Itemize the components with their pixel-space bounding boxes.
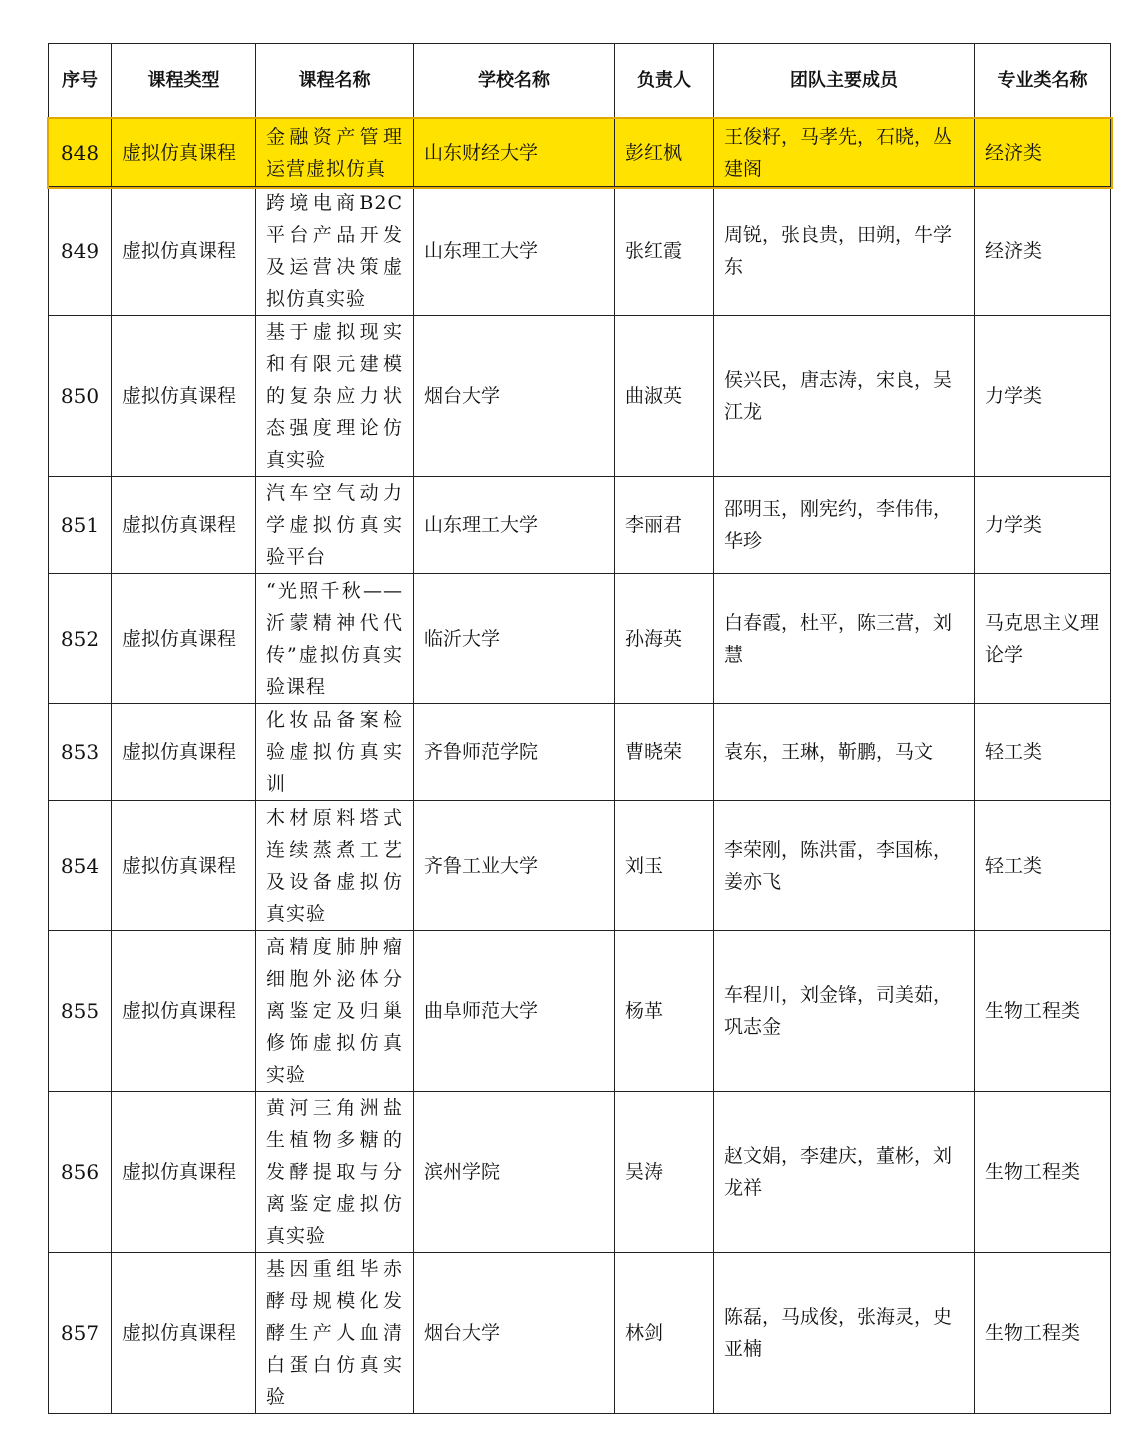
table-row (49, 704, 1111, 801)
category-name: 轻工类 (975, 704, 1111, 801)
school-name: 齐鲁师范学院 (414, 704, 615, 801)
school-name: 滨州学院 (414, 1092, 615, 1253)
leader-name: 曹晓荣 (615, 704, 714, 801)
table-row (49, 574, 1111, 704)
team-members: 白春霞，杜平，陈三营，刘慧 (714, 574, 975, 704)
course-type: 虚拟仿真课程 (112, 931, 256, 1092)
course-type: 虚拟仿真课程 (112, 1092, 256, 1253)
row-number: 855 (49, 931, 112, 1092)
team-members: 车程川，刘金锋，司美茹，巩志金 (714, 931, 975, 1092)
leader-name: 孙海英 (615, 574, 714, 704)
school-name: 烟台大学 (414, 316, 615, 477)
table-row (49, 477, 1111, 574)
row-number: 853 (49, 704, 112, 801)
course-name: 汽车空气动力学虚拟仿真实验平台 (256, 477, 414, 574)
table-row-highlighted (49, 119, 1111, 187)
school-name: 临沂大学 (414, 574, 615, 704)
row-number: 850 (49, 316, 112, 477)
leader-name: 林剑 (615, 1253, 714, 1414)
row-number: 851 (49, 477, 112, 574)
course-name: 高精度肺肿瘤细胞外泌体分离鉴定及归巢修饰虚拟仿真实验 (256, 931, 414, 1092)
row-number: 854 (49, 801, 112, 931)
category-name: 马克思主义理论学 (975, 574, 1111, 704)
team-members: 周锐，张良贵，田朔，牛学东 (714, 187, 975, 316)
table-row (49, 931, 1111, 1092)
category-name: 力学类 (975, 477, 1111, 574)
header-cell: 专业类名称 (975, 44, 1111, 119)
course-name: 化妆品备案检验虚拟仿真实训 (256, 704, 414, 801)
header-cell: 课程名称 (256, 44, 414, 119)
row-number: 849 (49, 187, 112, 316)
leader-name: 彭红枫 (615, 119, 714, 187)
course-type: 虚拟仿真课程 (112, 1253, 256, 1414)
category-name: 生物工程类 (975, 1092, 1111, 1253)
course-name: 金融资产管理运营虚拟仿真 (256, 119, 414, 187)
leader-name: 李丽君 (615, 477, 714, 574)
header-cell: 负责人 (615, 44, 714, 119)
course-name: 跨境电商B2C平台产品开发及运营决策虚拟仿真实验 (256, 187, 414, 316)
table-row (49, 1092, 1111, 1253)
course-name: 基因重组毕赤酵母规模化发酵生产人血清白蛋白仿真实验 (256, 1253, 414, 1414)
team-members: 王俊籽，马孝先，石晓，丛建阁 (714, 119, 975, 187)
table-row (49, 1253, 1111, 1414)
team-members: 袁东，王琳，靳鹏，马文 (714, 704, 975, 801)
header-cell: 团队主要成员 (714, 44, 975, 119)
category-name: 生物工程类 (975, 1253, 1111, 1414)
school-name: 山东理工大学 (414, 477, 615, 574)
row-number: 856 (49, 1092, 112, 1253)
leader-name: 张红霞 (615, 187, 714, 316)
school-name: 曲阜师范大学 (414, 931, 615, 1092)
header-cell: 课程类型 (112, 44, 256, 119)
team-members: 陈磊，马成俊，张海灵，史亚楠 (714, 1253, 975, 1414)
row-number: 852 (49, 574, 112, 704)
row-number: 857 (49, 1253, 112, 1414)
course-type: 虚拟仿真课程 (112, 316, 256, 477)
course-table (48, 43, 1111, 1414)
category-name: 经济类 (975, 119, 1111, 187)
course-type: 虚拟仿真课程 (112, 187, 256, 316)
header-cell: 序号 (49, 44, 112, 119)
leader-name: 吴涛 (615, 1092, 714, 1253)
team-members: 邵明玉，刚宪约，李伟伟，华珍 (714, 477, 975, 574)
leader-name: 曲淑英 (615, 316, 714, 477)
category-name: 生物工程类 (975, 931, 1111, 1092)
team-members: 李荣刚，陈洪雷，李国栋，姜亦飞 (714, 801, 975, 931)
course-name: 基于虚拟现实和有限元建模的复杂应力状态强度理论仿真实验 (256, 316, 414, 477)
table-row (49, 187, 1111, 316)
category-name: 经济类 (975, 187, 1111, 316)
course-type: 虚拟仿真课程 (112, 477, 256, 574)
table-row (49, 801, 1111, 931)
header-cell: 学校名称 (414, 44, 615, 119)
course-type: 虚拟仿真课程 (112, 574, 256, 704)
course-name: “光照千秋——沂蒙精神代代传”虚拟仿真实验课程 (256, 574, 414, 704)
course-name: 木材原料塔式连续蒸煮工艺及设备虚拟仿真实验 (256, 801, 414, 931)
course-name: 黄河三角洲盐生植物多糖的发酵提取与分离鉴定虚拟仿真实验 (256, 1092, 414, 1253)
leader-name: 杨革 (615, 931, 714, 1092)
row-number: 848 (49, 119, 112, 187)
course-type: 虚拟仿真课程 (112, 704, 256, 801)
school-name: 烟台大学 (414, 1253, 615, 1414)
header-row (49, 44, 1111, 119)
team-members: 侯兴民，唐志涛，宋良，吴江龙 (714, 316, 975, 477)
course-type: 虚拟仿真课程 (112, 119, 256, 187)
category-name: 力学类 (975, 316, 1111, 477)
team-members: 赵文娟，李建庆，董彬，刘龙祥 (714, 1092, 975, 1253)
leader-name: 刘玉 (615, 801, 714, 931)
course-type: 虚拟仿真课程 (112, 801, 256, 931)
table-row (49, 316, 1111, 477)
school-name: 山东理工大学 (414, 187, 615, 316)
category-name: 轻工类 (975, 801, 1111, 931)
school-name: 山东财经大学 (414, 119, 615, 187)
school-name: 齐鲁工业大学 (414, 801, 615, 931)
